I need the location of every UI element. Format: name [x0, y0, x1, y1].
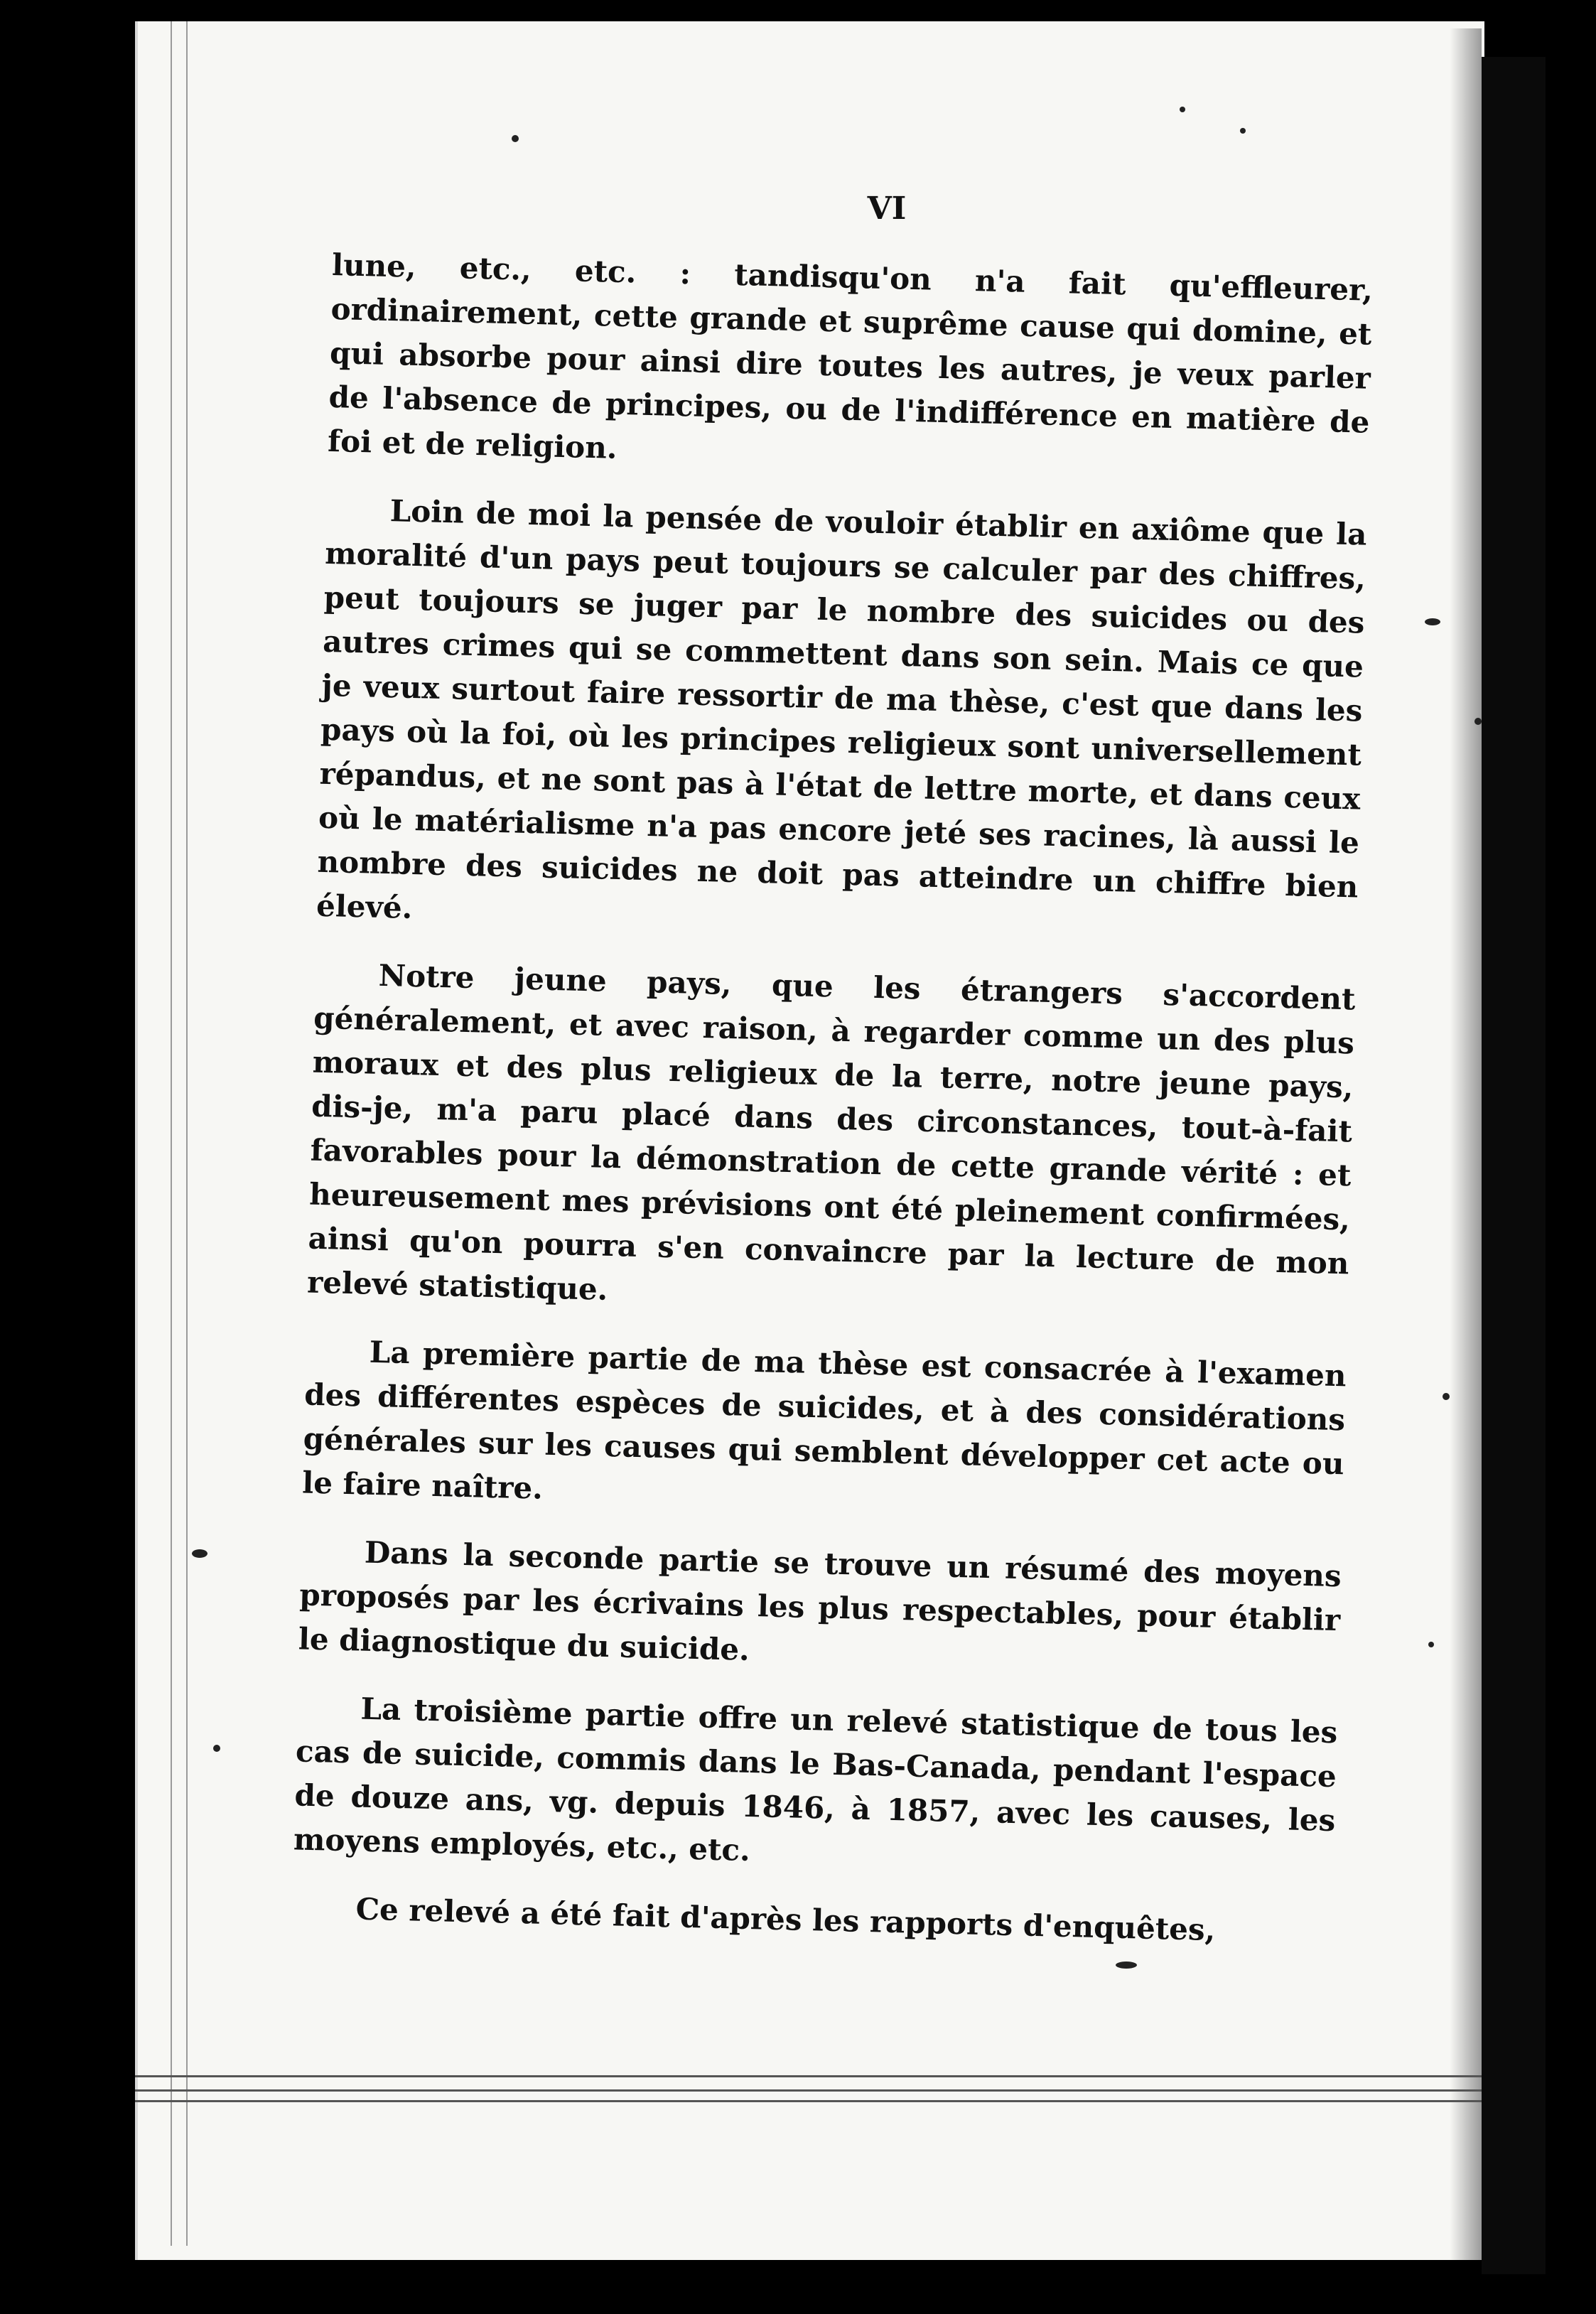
- page-number: VI: [867, 190, 907, 227]
- paragraph: Dans la seconde partie se trouve un résumé des moyens proposés par les écrivains les plus respectables, pour établir le diagnostique du suicide.: [298, 1534, 1342, 1667]
- page-edge-shadow: [1450, 28, 1482, 2260]
- scan-speck: [1443, 1393, 1450, 1400]
- scan-left-rule: [171, 21, 172, 2246]
- paragraph: La première partie de ma thèse est consacrée à l'examen des différentes espèces de suicides, et à des considérations générales sur les causes qui semblent développer cet acte ou le faire naître.: [301, 1334, 1347, 1506]
- paragraph: lune, etc., etc. : tandisqu'on n'a fait qu'effleurer, ordinairement, cette grande et suprême cause qui domine, et qui absorbe pour ainsi dire toutes les autres, je veux parler de l'absence de principes, ou de l'indifférence en matière de foi et de religion.: [327, 247, 1374, 466]
- scan-speck: [512, 135, 519, 142]
- scan-left-rule: [186, 21, 188, 2246]
- scan-speck: [1116, 1961, 1137, 1969]
- scan-speck: [192, 1549, 207, 1558]
- paragraph: Loin de moi la pensée de vouloir établir en axiôme que la moralité d'un pays peut toujours se calculer par des chiffres, peut toujours se juger par le nombre des suicides ou des autres crimes qui se commettent dans son sein. Mais ce que je veux surtout faire ressortir de ma thèse, c'est que dans les pays où la foi, où les principes religieux sont universellement répandus, et ne sont pas à l'état de lettre morte, et dans ceux où le matérialisme n'a pas encore jeté ses racines, là aussi le nombre des suicides ne doit pas atteindre un chiffre bien élevé.: [316, 493, 1368, 926]
- scan-speck: [1240, 128, 1246, 134]
- paragraph: La troisième partie offre un relevé statistique de tous les cas de suicide, commis dans le Bas-Canada, pendant l'espace de douze ans, vg. depuis 1846, à 1857, avec les causes, les moyens employés, etc., etc.: [293, 1691, 1338, 1868]
- scan-bottom-rule: [135, 2089, 1482, 2092]
- scan-speck: [1425, 618, 1440, 625]
- paragraph: Ce relevé a été fait d'après les rapports d'enquêtes,: [355, 1891, 1216, 1948]
- scan-border-strip: [1482, 57, 1546, 2274]
- scan-speck: [1474, 718, 1482, 725]
- scan-bottom-rule: [135, 2100, 1482, 2102]
- scan-speck: [1180, 107, 1185, 112]
- scan-speck: [213, 1745, 220, 1752]
- paragraph: Notre jeune pays, que les étrangers s'accordent généralement, et avec raison, à regarder comme un des plus moraux et des plus religieux de la terre, notre jeune pays, dis-je, m'a paru placé dans des circonstances, tout-à-fait favorables pour la démonstration de cette grande vérité : et heureusement mes prévisions ont été pleinement confirmées, ainsi qu'on pourra s'en convaincre par la lecture de mon relevé statistique.: [306, 957, 1357, 1307]
- scan-bottom-rule: [135, 2075, 1482, 2077]
- scan-speck: [1428, 1642, 1434, 1647]
- body-text: [292, 243, 1374, 1948]
